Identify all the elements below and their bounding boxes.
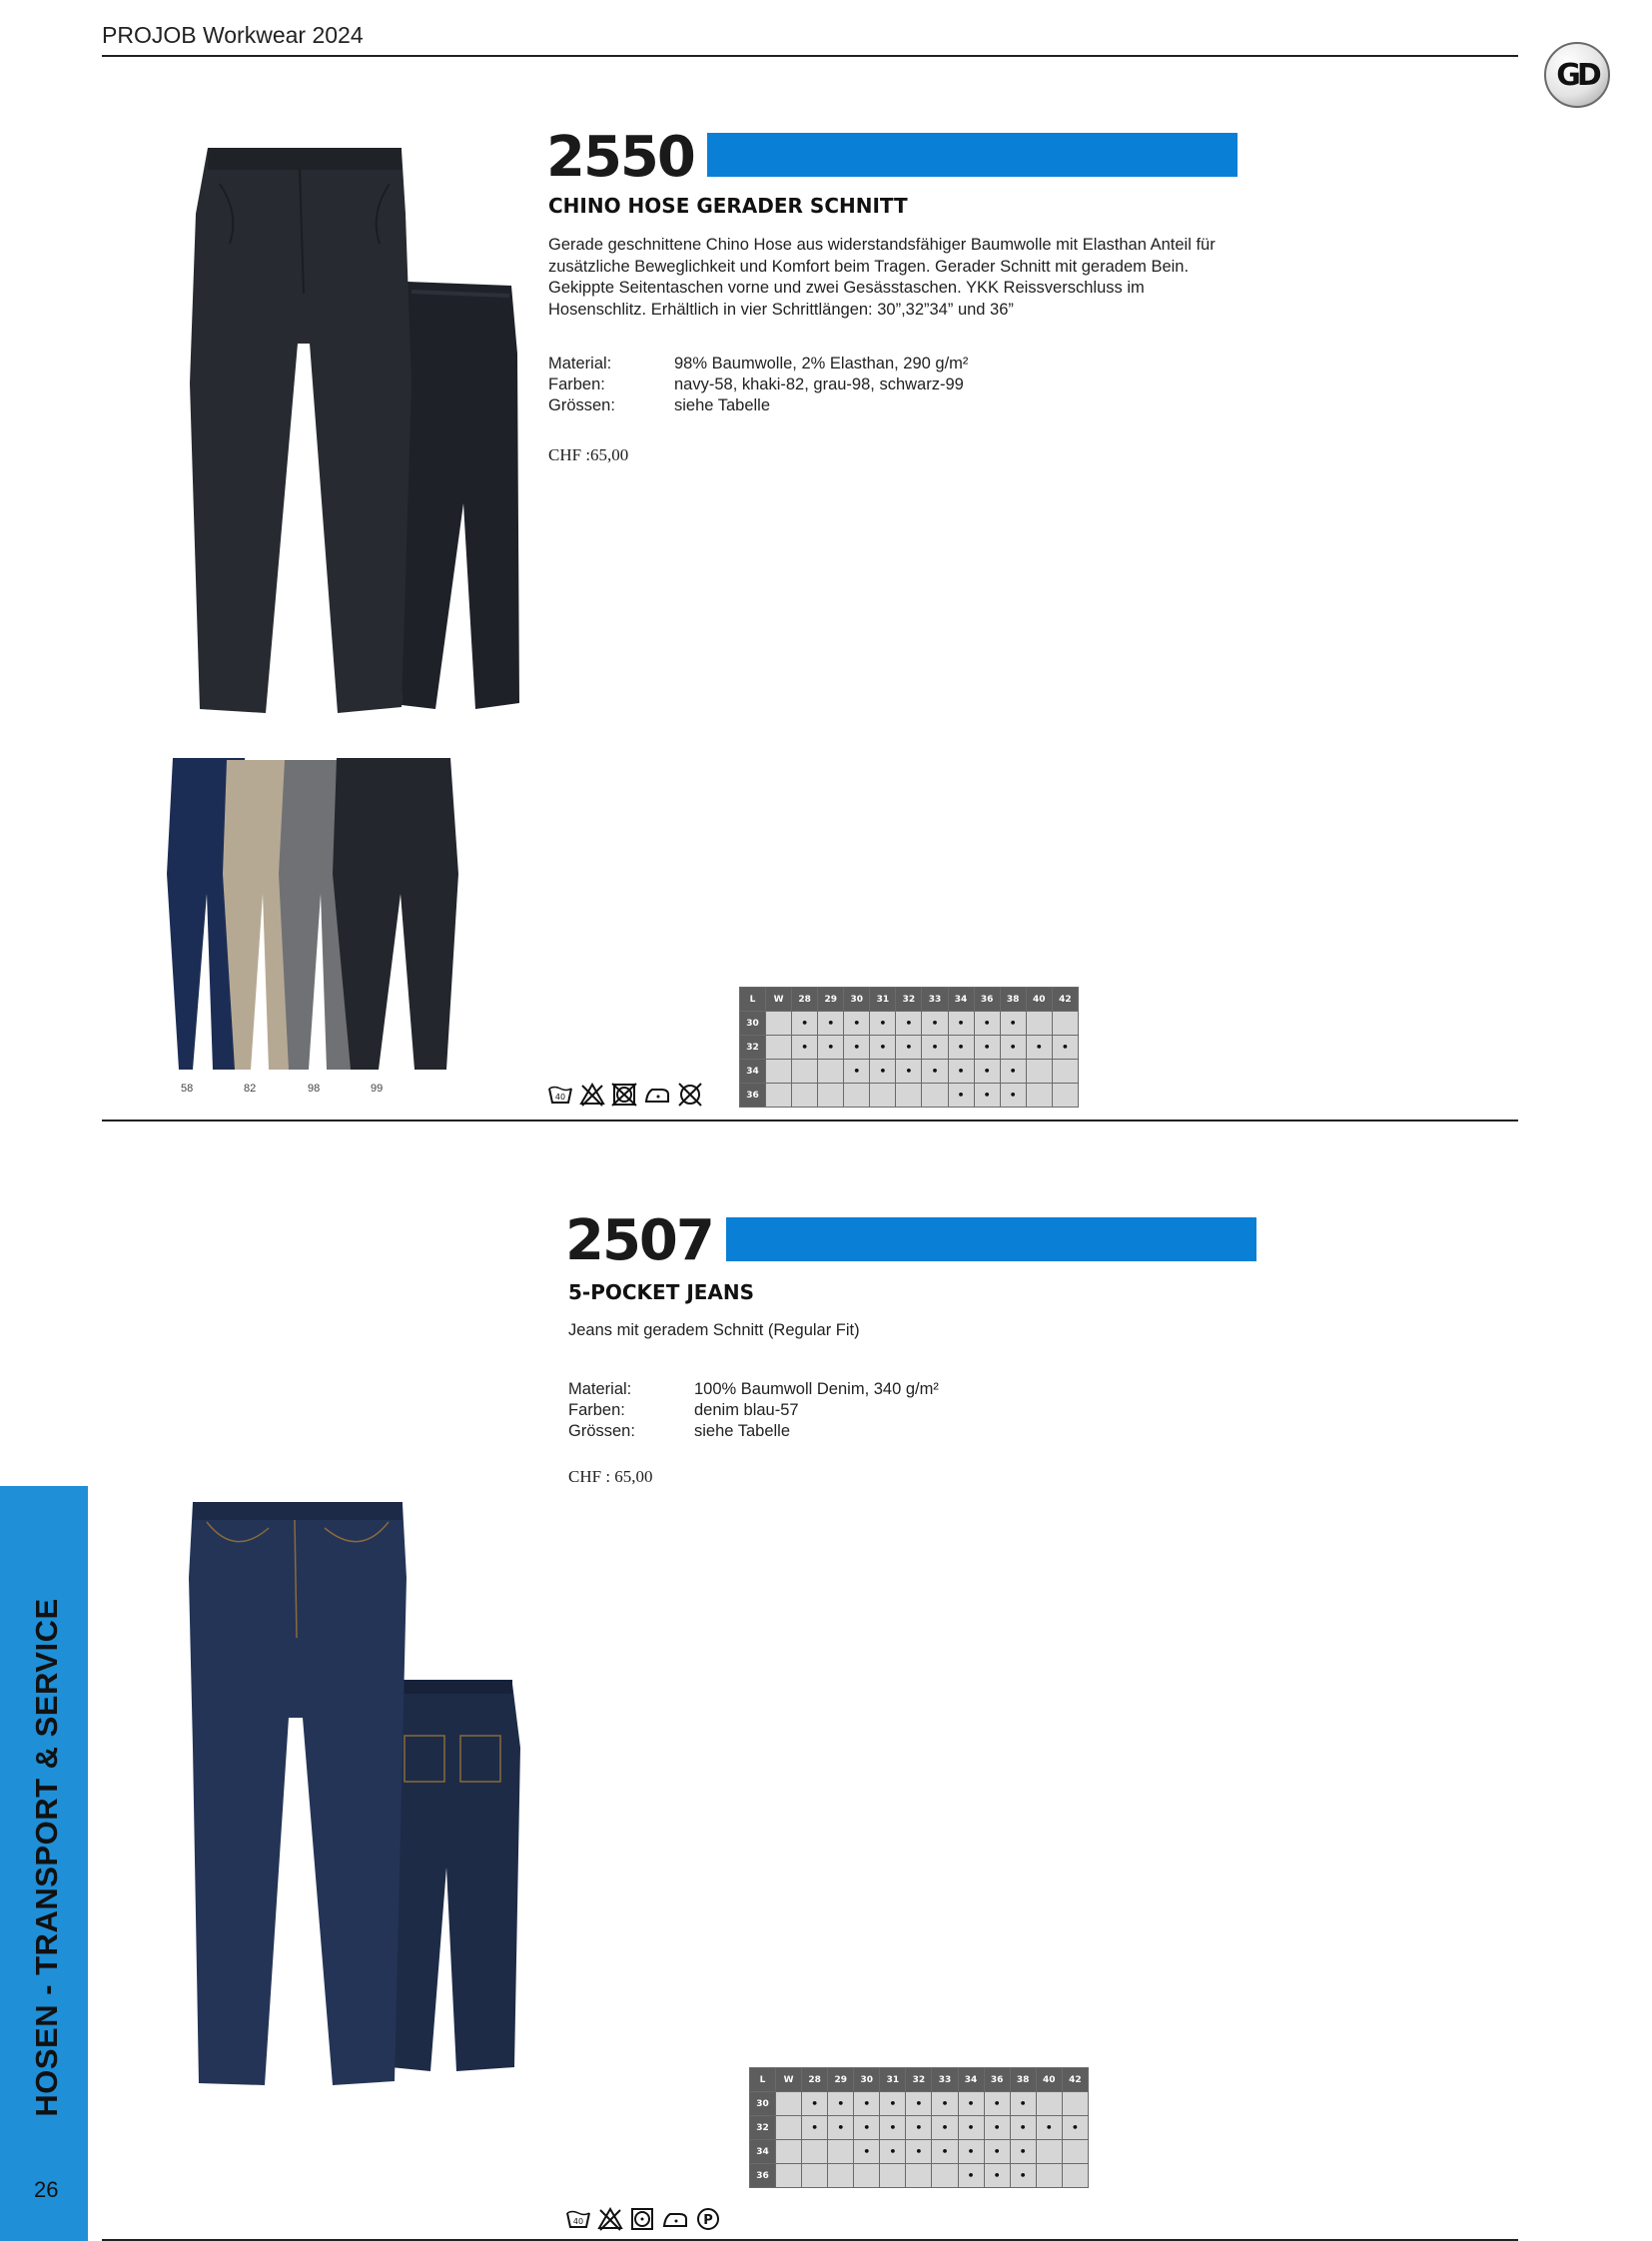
- size-table-cell: [1062, 2164, 1088, 2188]
- size-table-cell: •: [984, 2092, 1010, 2116]
- no-bleach-icon: [579, 1083, 605, 1107]
- size-table-waist-header: 31: [870, 988, 896, 1012]
- size-table-waist-header: 38: [1010, 2068, 1036, 2092]
- size-table-cell: [1036, 2092, 1062, 2116]
- size-table-cell: •: [896, 1060, 922, 1084]
- size-table-length-header: 32: [750, 2116, 776, 2140]
- size-table-cell: •: [958, 2164, 984, 2188]
- size-table-cell: [880, 2164, 906, 2188]
- size-table-cell: •: [1010, 2140, 1036, 2164]
- size-table-cell: •: [802, 2116, 828, 2140]
- color-code-navy: 58: [181, 1083, 194, 1095]
- size-table-cell: •: [958, 2140, 984, 2164]
- size-table-cell: •: [932, 2116, 958, 2140]
- size-table-cell: [906, 2164, 932, 2188]
- wash-40-icon: [565, 2208, 591, 2230]
- size-table-cell: [828, 2164, 854, 2188]
- size-table-cell: •: [958, 2116, 984, 2140]
- size-table-cell: •: [828, 2092, 854, 2116]
- section-divider: [102, 1120, 1518, 1121]
- size-table-waist-header: 40: [1036, 2068, 1062, 2092]
- size-table-cell: •: [932, 2092, 958, 2116]
- spec-label-material: Material:: [548, 355, 612, 373]
- size-table-cell: •: [974, 1036, 1000, 1060]
- size-table-cell: •: [792, 1036, 818, 1060]
- size-table-cell: •: [1010, 2116, 1036, 2140]
- size-table-waist-header: 29: [828, 2068, 854, 2092]
- tumble-dry-icon: [629, 2207, 655, 2231]
- size-table-cell: [932, 2164, 958, 2188]
- size-table-cell: [1062, 2140, 1088, 2164]
- product-number-bar: [707, 133, 1238, 177]
- size-table-cell: [1036, 2164, 1062, 2188]
- header-divider: [102, 55, 1518, 57]
- product-description: Jeans mit geradem Schnitt (Regular Fit): [568, 1321, 860, 1339]
- product-number: 2550: [546, 125, 694, 190]
- size-table-cell: •: [880, 2140, 906, 2164]
- color-code-khaki: 82: [244, 1083, 257, 1095]
- size-table-cell: [818, 1060, 844, 1084]
- size-table-row: [740, 1084, 1079, 1108]
- size-table-row: [750, 2116, 1089, 2140]
- size-table-waist-header: 33: [922, 988, 948, 1012]
- size-table-cell: •: [948, 1084, 974, 1108]
- size-table-cell: •: [870, 1060, 896, 1084]
- size-table-cell: •: [844, 1012, 870, 1036]
- size-table-length-header: 36: [750, 2164, 776, 2188]
- size-table-cell: •: [1052, 1036, 1078, 1060]
- size-table-cell: [1052, 1084, 1078, 1108]
- size-table-corner: L: [750, 2068, 776, 2092]
- size-table-row: [740, 1036, 1079, 1060]
- size-table-cell: •: [922, 1036, 948, 1060]
- size-table-cell: •: [1036, 2116, 1062, 2140]
- size-table-cell: [1026, 1060, 1052, 1084]
- product-number: 2507: [565, 1208, 713, 1273]
- size-table-cell: [1062, 2092, 1088, 2116]
- size-table-cell: [1036, 2140, 1062, 2164]
- spec-label-material: Material:: [568, 1380, 632, 1398]
- size-table-cell: •: [854, 2140, 880, 2164]
- size-table-cell: •: [906, 2092, 932, 2116]
- size-table-cell: •: [1010, 2164, 1036, 2188]
- no-bleach-icon: [597, 2207, 623, 2231]
- size-table-waist-header: 32: [906, 2068, 932, 2092]
- size-table-length-header: 34: [750, 2140, 776, 2164]
- size-table-cell: •: [854, 2116, 880, 2140]
- size-table-cell: •: [1000, 1036, 1026, 1060]
- spec-value-material: 98% Baumwolle, 2% Elasthan, 290 g/m²: [674, 355, 969, 373]
- size-table-cell: •: [1026, 1036, 1052, 1060]
- size-table-cell: [766, 1060, 792, 1084]
- size-table-w-label: W: [766, 988, 792, 1012]
- size-table-header-row: [750, 2068, 1089, 2092]
- size-table-cell: [1052, 1012, 1078, 1036]
- size-table-cell: •: [1010, 2092, 1036, 2116]
- size-table-cell: •: [880, 2116, 906, 2140]
- color-code-grey: 98: [308, 1083, 321, 1095]
- size-table-row: [740, 1012, 1079, 1036]
- page-number: 26: [34, 2177, 59, 2202]
- size-table-cell: [776, 2164, 802, 2188]
- size-table-length-header: 34: [740, 1060, 766, 1084]
- size-table-row: [750, 2092, 1089, 2116]
- size-table-cell: [792, 1060, 818, 1084]
- wash-40-icon: [547, 1084, 573, 1106]
- size-table-cell: [818, 1084, 844, 1108]
- size-table-cell: •: [818, 1036, 844, 1060]
- size-table-cell: [776, 2116, 802, 2140]
- product-2507-main-photo: [185, 1498, 529, 2087]
- product-description: Gerade geschnittene Chino Hose aus widerstandsfähiger Baumwolle mit Elasthan Anteil für zusätzliche Beweglichkeit und Komfort beim Tragen. Gerader Schnitt mit geradem Bein. Gekippte Seitentaschen vorne und zwei Gesässtaschen. YKK Reissverschluss im Hosenschlitz. Erhältlich in vier Schrittlängen: 30”,32”34” und 36”: [548, 236, 1216, 319]
- size-table-cell: •: [984, 2164, 1010, 2188]
- size-table-cell: •: [984, 2116, 1010, 2140]
- size-table-waist-header: 28: [802, 2068, 828, 2092]
- product-specs: [548, 354, 1148, 419]
- brand-logo: GD: [1544, 42, 1610, 108]
- size-table: [739, 987, 1079, 1108]
- product-name: 5-POCKET JEANS: [568, 1280, 755, 1304]
- size-table-cell: •: [974, 1084, 1000, 1108]
- size-table-cell: •: [896, 1012, 922, 1036]
- size-table-cell: •: [948, 1036, 974, 1060]
- no-tumble-dry-icon: [611, 1083, 637, 1107]
- care-symbols: [565, 2207, 721, 2231]
- size-table-corner: L: [740, 988, 766, 1012]
- size-table-cell: •: [818, 1012, 844, 1036]
- product-specs: [568, 1379, 1168, 1445]
- size-table-waist-header: 38: [1000, 988, 1026, 1012]
- size-table-cell: [802, 2164, 828, 2188]
- size-table-cell: •: [948, 1012, 974, 1036]
- size-table-waist-header: 40: [1026, 988, 1052, 1012]
- size-table-waist-header: 32: [896, 988, 922, 1012]
- size-table-waist-header: 33: [932, 2068, 958, 2092]
- header-title: PROJOB Workwear 2024: [102, 22, 364, 48]
- size-table-cell: [766, 1084, 792, 1108]
- pant-back-view: [402, 282, 519, 709]
- dry-clean-p-icon: [695, 2207, 721, 2231]
- size-table-cell: [792, 1084, 818, 1108]
- product-2550-main-photo: [180, 144, 529, 723]
- size-table-cell: •: [1000, 1012, 1026, 1036]
- size-table-waist-header: 42: [1062, 2068, 1088, 2092]
- no-dry-clean-icon: [677, 1083, 703, 1107]
- size-table-cell: •: [870, 1036, 896, 1060]
- size-table-cell: •: [844, 1060, 870, 1084]
- spec-value-colors: denim blau-57: [694, 1401, 799, 1419]
- color-code-black: 99: [371, 1083, 384, 1095]
- size-table-cell: •: [792, 1012, 818, 1036]
- jeans-front-view: [189, 1502, 407, 2085]
- size-table-cell: [844, 1084, 870, 1108]
- svg-text:40: 40: [554, 1093, 566, 1102]
- pant-front-view: [190, 148, 412, 713]
- spec-value-sizes: siehe Tabelle: [674, 396, 771, 414]
- size-table-cell: [776, 2092, 802, 2116]
- size-table-cell: [896, 1084, 922, 1108]
- size-table-cell: •: [974, 1060, 1000, 1084]
- size-table-cell: •: [948, 1060, 974, 1084]
- size-table-cell: •: [870, 1012, 896, 1036]
- size-table-length-header: 36: [740, 1084, 766, 1108]
- size-table-cell: [870, 1084, 896, 1108]
- spec-label-sizes: Grössen:: [548, 396, 615, 414]
- size-table-cell: •: [844, 1036, 870, 1060]
- size-table-length-header: 30: [740, 1012, 766, 1036]
- product-2550-color-variants: [165, 754, 469, 1074]
- size-table-cell: •: [828, 2116, 854, 2140]
- size-table-waist-header: 34: [948, 988, 974, 1012]
- svg-text:P: P: [703, 2213, 713, 2228]
- size-table-w-label: W: [776, 2068, 802, 2092]
- size-table-cell: •: [906, 2116, 932, 2140]
- size-table-waist-header: 29: [818, 988, 844, 1012]
- size-table-cell: •: [984, 2140, 1010, 2164]
- size-table-waist-header: 30: [854, 2068, 880, 2092]
- category-label: HOSEN - TRANSPORT & SERVICE: [29, 1598, 64, 2117]
- size-table-cell: [1026, 1084, 1052, 1108]
- size-table-cell: [854, 2164, 880, 2188]
- iron-low-icon: [643, 1084, 671, 1106]
- size-table-cell: [766, 1036, 792, 1060]
- size-table-cell: •: [896, 1036, 922, 1060]
- product-number-bar: [726, 1217, 1256, 1261]
- iron-low-icon: [661, 2208, 689, 2230]
- size-table-cell: •: [1062, 2116, 1088, 2140]
- size-table-cell: •: [802, 2092, 828, 2116]
- size-table-cell: •: [1000, 1084, 1026, 1108]
- size-table-cell: •: [906, 2140, 932, 2164]
- size-table-waist-header: 31: [880, 2068, 906, 2092]
- care-symbols: [547, 1083, 703, 1107]
- spec-value-material: 100% Baumwoll Denim, 340 g/m²: [694, 1380, 939, 1398]
- size-table-cell: •: [1000, 1060, 1026, 1084]
- size-table-cell: [802, 2140, 828, 2164]
- size-table-header-row: [740, 988, 1079, 1012]
- size-table-length-header: 30: [750, 2092, 776, 2116]
- size-table-cell: •: [974, 1012, 1000, 1036]
- size-table-row: [750, 2164, 1089, 2188]
- size-table-cell: •: [854, 2092, 880, 2116]
- size-table-row: [740, 1060, 1079, 1084]
- size-table-cell: [776, 2140, 802, 2164]
- size-table-cell: [922, 1084, 948, 1108]
- size-table-cell: •: [932, 2140, 958, 2164]
- size-table-row: [750, 2140, 1089, 2164]
- product-name: CHINO HOSE GERADER SCHNITT: [548, 194, 908, 218]
- size-table-cell: [766, 1012, 792, 1036]
- size-table-length-header: 32: [740, 1036, 766, 1060]
- size-table-waist-header: 36: [984, 2068, 1010, 2092]
- size-table-cell: [1026, 1012, 1052, 1036]
- svg-text:40: 40: [572, 2217, 584, 2226]
- spec-value-colors: navy-58, khaki-82, grau-98, schwarz-99: [674, 375, 964, 393]
- size-table-cell: •: [922, 1060, 948, 1084]
- size-table-cell: •: [880, 2092, 906, 2116]
- size-table-waist-header: 42: [1052, 988, 1078, 1012]
- spec-value-sizes: siehe Tabelle: [694, 1422, 791, 1440]
- size-table-waist-header: 36: [974, 988, 1000, 1012]
- size-table-cell: •: [958, 2092, 984, 2116]
- size-table-cell: [1052, 1060, 1078, 1084]
- product-price: CHF :65,00: [548, 445, 629, 464]
- size-table-waist-header: 30: [844, 988, 870, 1012]
- size-table-waist-header: 34: [958, 2068, 984, 2092]
- spec-label-sizes: Grössen:: [568, 1422, 635, 1440]
- size-table-cell: [828, 2140, 854, 2164]
- spec-label-colors: Farben:: [548, 375, 605, 393]
- variant-black: [333, 758, 458, 1070]
- size-table-waist-header: 28: [792, 988, 818, 1012]
- spec-label-colors: Farben:: [568, 1401, 625, 1419]
- size-table-cell: •: [922, 1012, 948, 1036]
- product-price: CHF : 65,00: [568, 1467, 653, 1486]
- size-table: [749, 2067, 1089, 2188]
